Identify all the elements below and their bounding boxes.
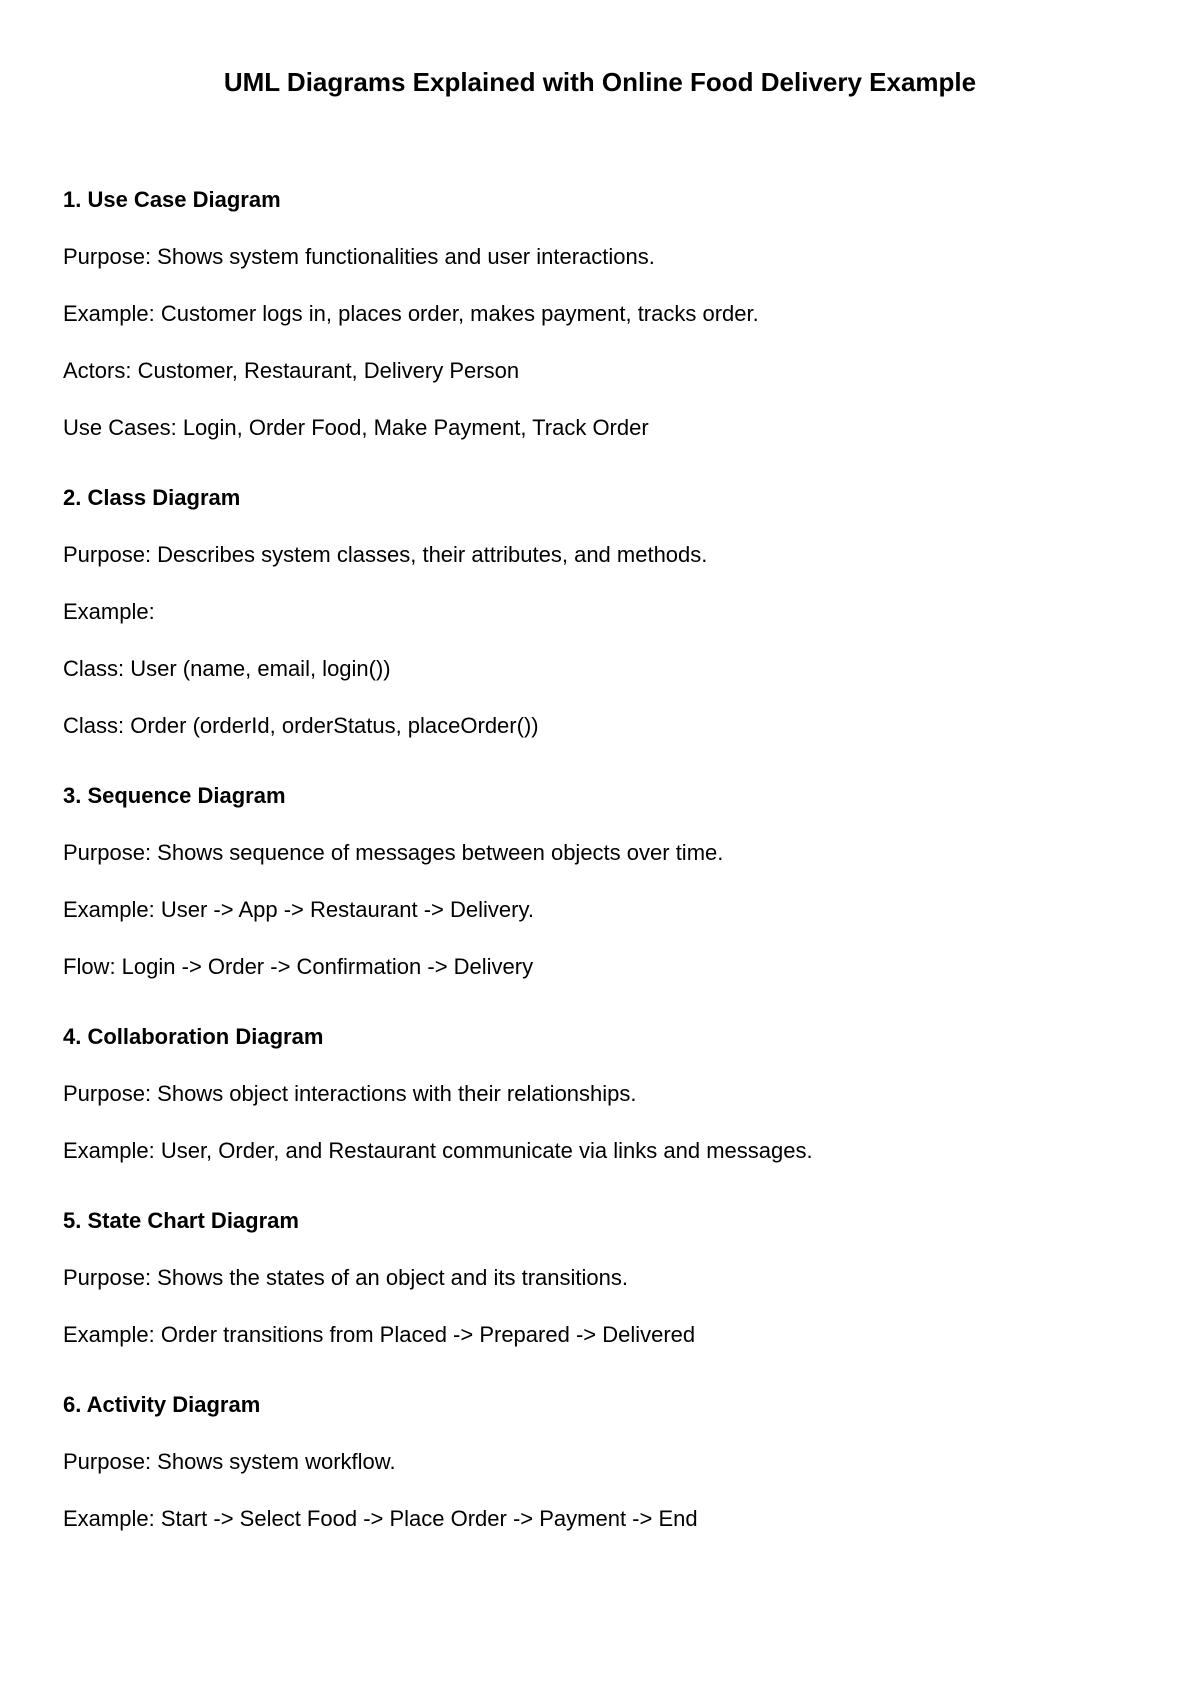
section-heading-collaboration: 4. Collaboration Diagram: [63, 1024, 324, 1049]
section-line: Example:: [63, 599, 155, 624]
section-line: Actors: Customer, Restaurant, Delivery Person: [63, 358, 520, 383]
section-heading-class: 2. Class Diagram: [63, 485, 241, 510]
section-line: Example: Start -> Select Food -> Place Order -> Payment -> End: [63, 1506, 698, 1531]
section-line: Example: User -> App -> Restaurant -> Delivery.: [63, 897, 534, 922]
section-line: Purpose: Shows the states of an object and its transitions.: [63, 1265, 628, 1290]
section-line: Example: Customer logs in, places order, makes payment, tracks order.: [63, 301, 759, 326]
section-heading-use-case: 1. Use Case Diagram: [63, 187, 281, 212]
section-line: Example: Order transitions from Placed -> Prepared -> Delivered: [63, 1322, 696, 1347]
section-line: Flow: Login -> Order -> Confirmation -> Delivery: [63, 954, 534, 979]
section-heading-activity: 6. Activity Diagram: [63, 1392, 261, 1417]
section-line: Use Cases: Login, Order Food, Make Payment, Track Order: [63, 415, 649, 440]
section-line: Purpose: Describes system classes, their attributes, and methods.: [63, 542, 708, 567]
page-title: UML Diagrams Explained with Online Food Delivery Example: [223, 67, 977, 97]
section-line: Purpose: Shows object interactions with their relationships.: [63, 1081, 637, 1106]
section-heading-state-chart: 5. State Chart Diagram: [63, 1208, 299, 1233]
section-line: Purpose: Shows sequence of messages between objects over time.: [63, 840, 724, 865]
section-line: Example: User, Order, and Restaurant communicate via links and messages.: [63, 1138, 813, 1163]
section-line: Class: Order (orderId, orderStatus, placeOrder()): [63, 713, 539, 738]
section-line: Purpose: Shows system workflow.: [63, 1449, 396, 1474]
section-line: Class: User (name, email, login()): [63, 656, 391, 681]
section-heading-sequence: 3. Sequence Diagram: [63, 783, 286, 808]
section-line: Purpose: Shows system functionalities and user interactions.: [63, 244, 655, 269]
